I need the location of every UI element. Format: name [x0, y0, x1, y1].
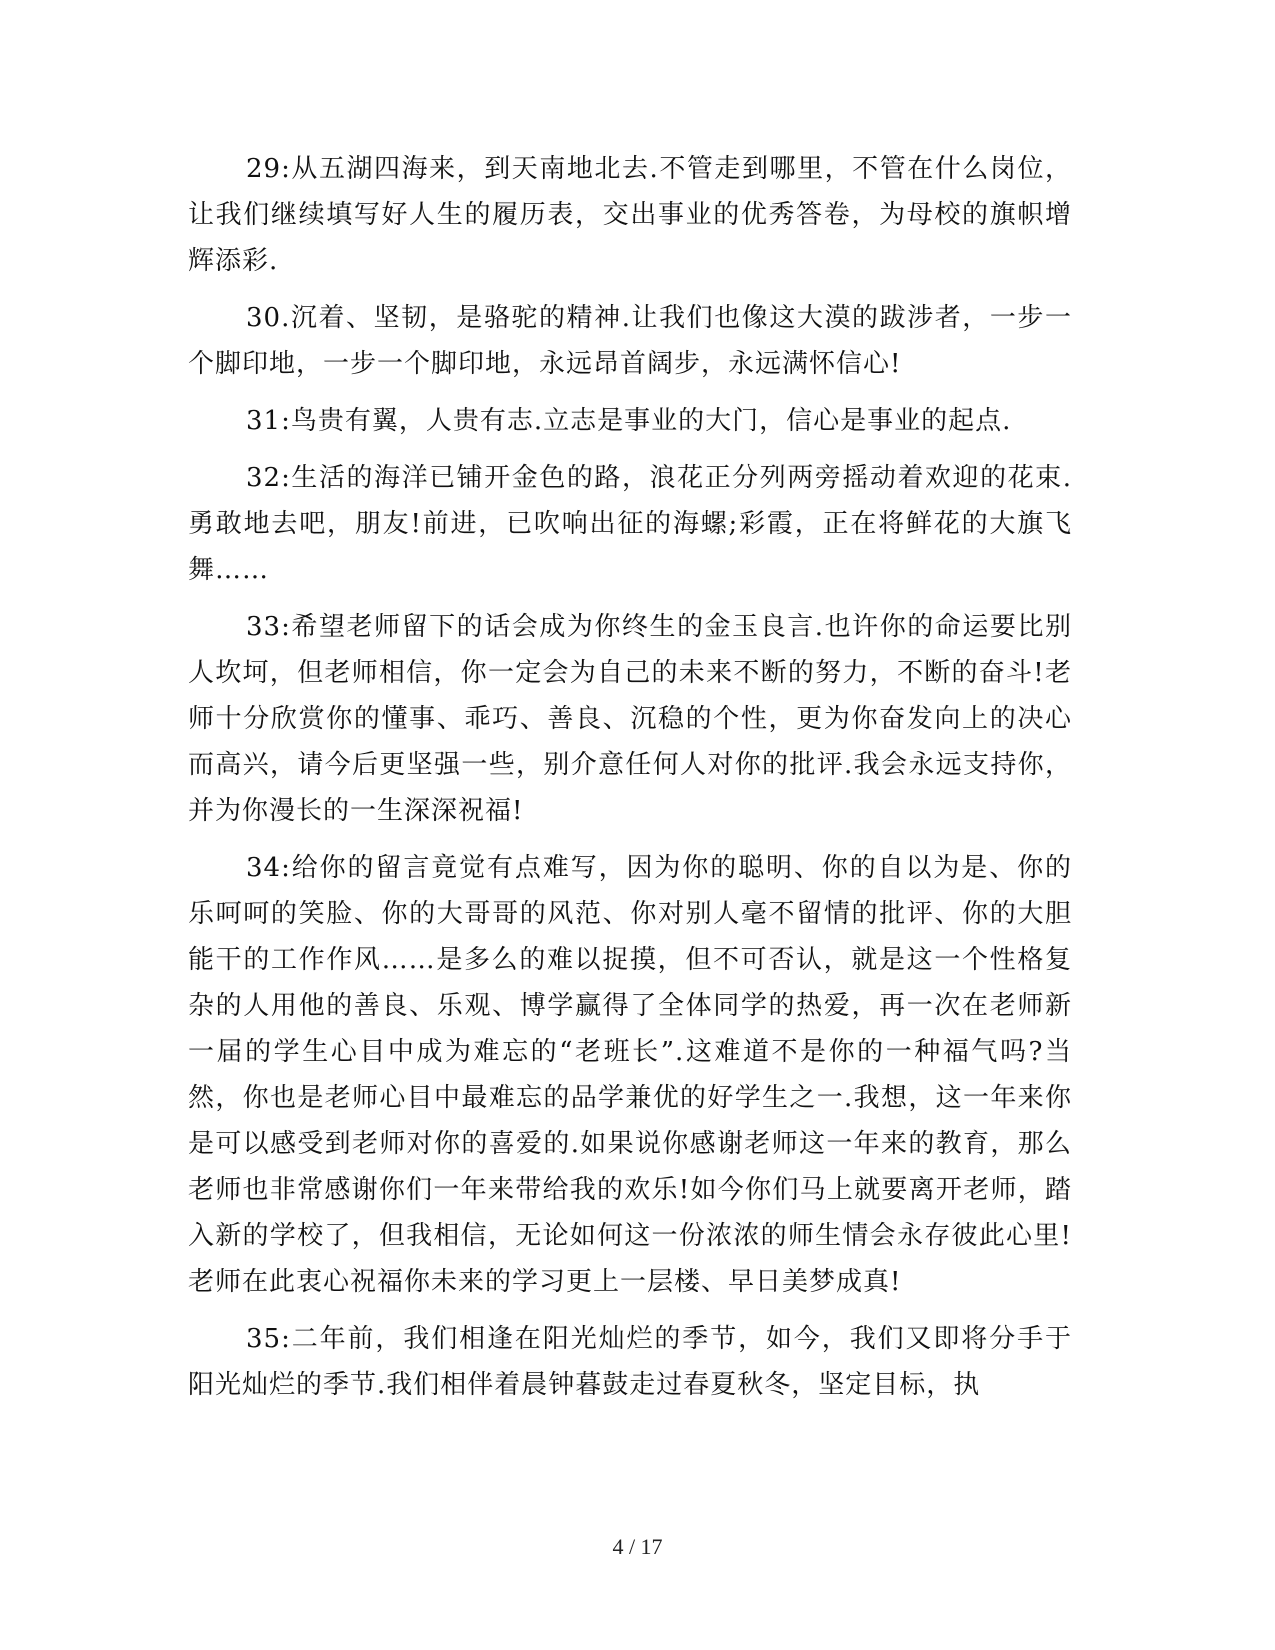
paragraph-30: 30.沉着、坚韧，是骆驼的精神.让我们也像这大漠的跋涉者，一步一个脚印地，一步一个脚印地，永远昂首阔步，永远满怀信心! [188, 303, 1072, 379]
paragraph-33: 33:希望老师留下的话会成为你终生的金玉良言.也许你的命运要比别人坎坷，但老师相信，你一定会为自己的未来不断的努力，不断的奋斗!老师十分欣赏你的懂事、乖巧、善良、沉稳的个性，更为你奋发向上的决心而高兴，请今后更坚强一些，别介意任何人对你的批评.我会永远支持你，并为你漫长的一生深深祝福! [188, 612, 1072, 826]
paragraph-32: 32:生活的海洋已铺开金色的路，浪花正分列两旁摇动着欢迎的花束.勇敢地去吧，朋友!前进，已吹响出征的海螺;彩霞，正在将鲜花的大旗飞舞…… [188, 463, 1072, 585]
paragraph-29: 29:从五湖四海来，到天南地北去.不管走到哪里，不管在什么岗位，让我们继续填写好人生的履历表，交出事业的优秀答卷，为母校的旗帜增辉添彩. [188, 154, 1072, 276]
paragraph-35: 35:二年前，我们相逢在阳光灿烂的季节，如今，我们又即将分手于阳光灿烂的季节.我们相伴着晨钟暮鼓走过春夏秋冬，坚定目标，执 [188, 1324, 1072, 1400]
page-number: 4 / 17 [612, 1534, 663, 1559]
paragraph-31: 31:鸟贵有翼，人贵有志.立志是事业的大门，信心是事业的起点. [246, 406, 1012, 436]
document-body [188, 146, 1072, 1419]
paragraph-34: 34:给你的留言竟觉有点难写，因为你的聪明、你的自以为是、你的乐呵呵的笑脸、你的大哥哥的风范、你对别人毫不留情的批评、你的大胆能干的工作作风……是多么的难以捉摸，但不可否认，就是这一个性格复杂的人用他的善良、乐观、博学赢得了全体同学的热爱，再一次在老师新一届的学生心目中成为难忘的“老班长”.这难道不是你的一种福气吗?当然，你也是老师心目中最难忘的品学兼优的好学生之一.我想，这一年来你是可以感受到老师对你的喜爱的.如果说你感谢老师这一年来的教育，那么老师也非常感谢你们一年来带给我的欢乐!如今你们马上就要离开老师，踏入新的学校了，但我相信，无论如何这一份浓浓的师生情会永存彼此心里!老师在此衷心祝福你未来的学习更上一层楼、早日美梦成真! [188, 853, 1072, 1297]
